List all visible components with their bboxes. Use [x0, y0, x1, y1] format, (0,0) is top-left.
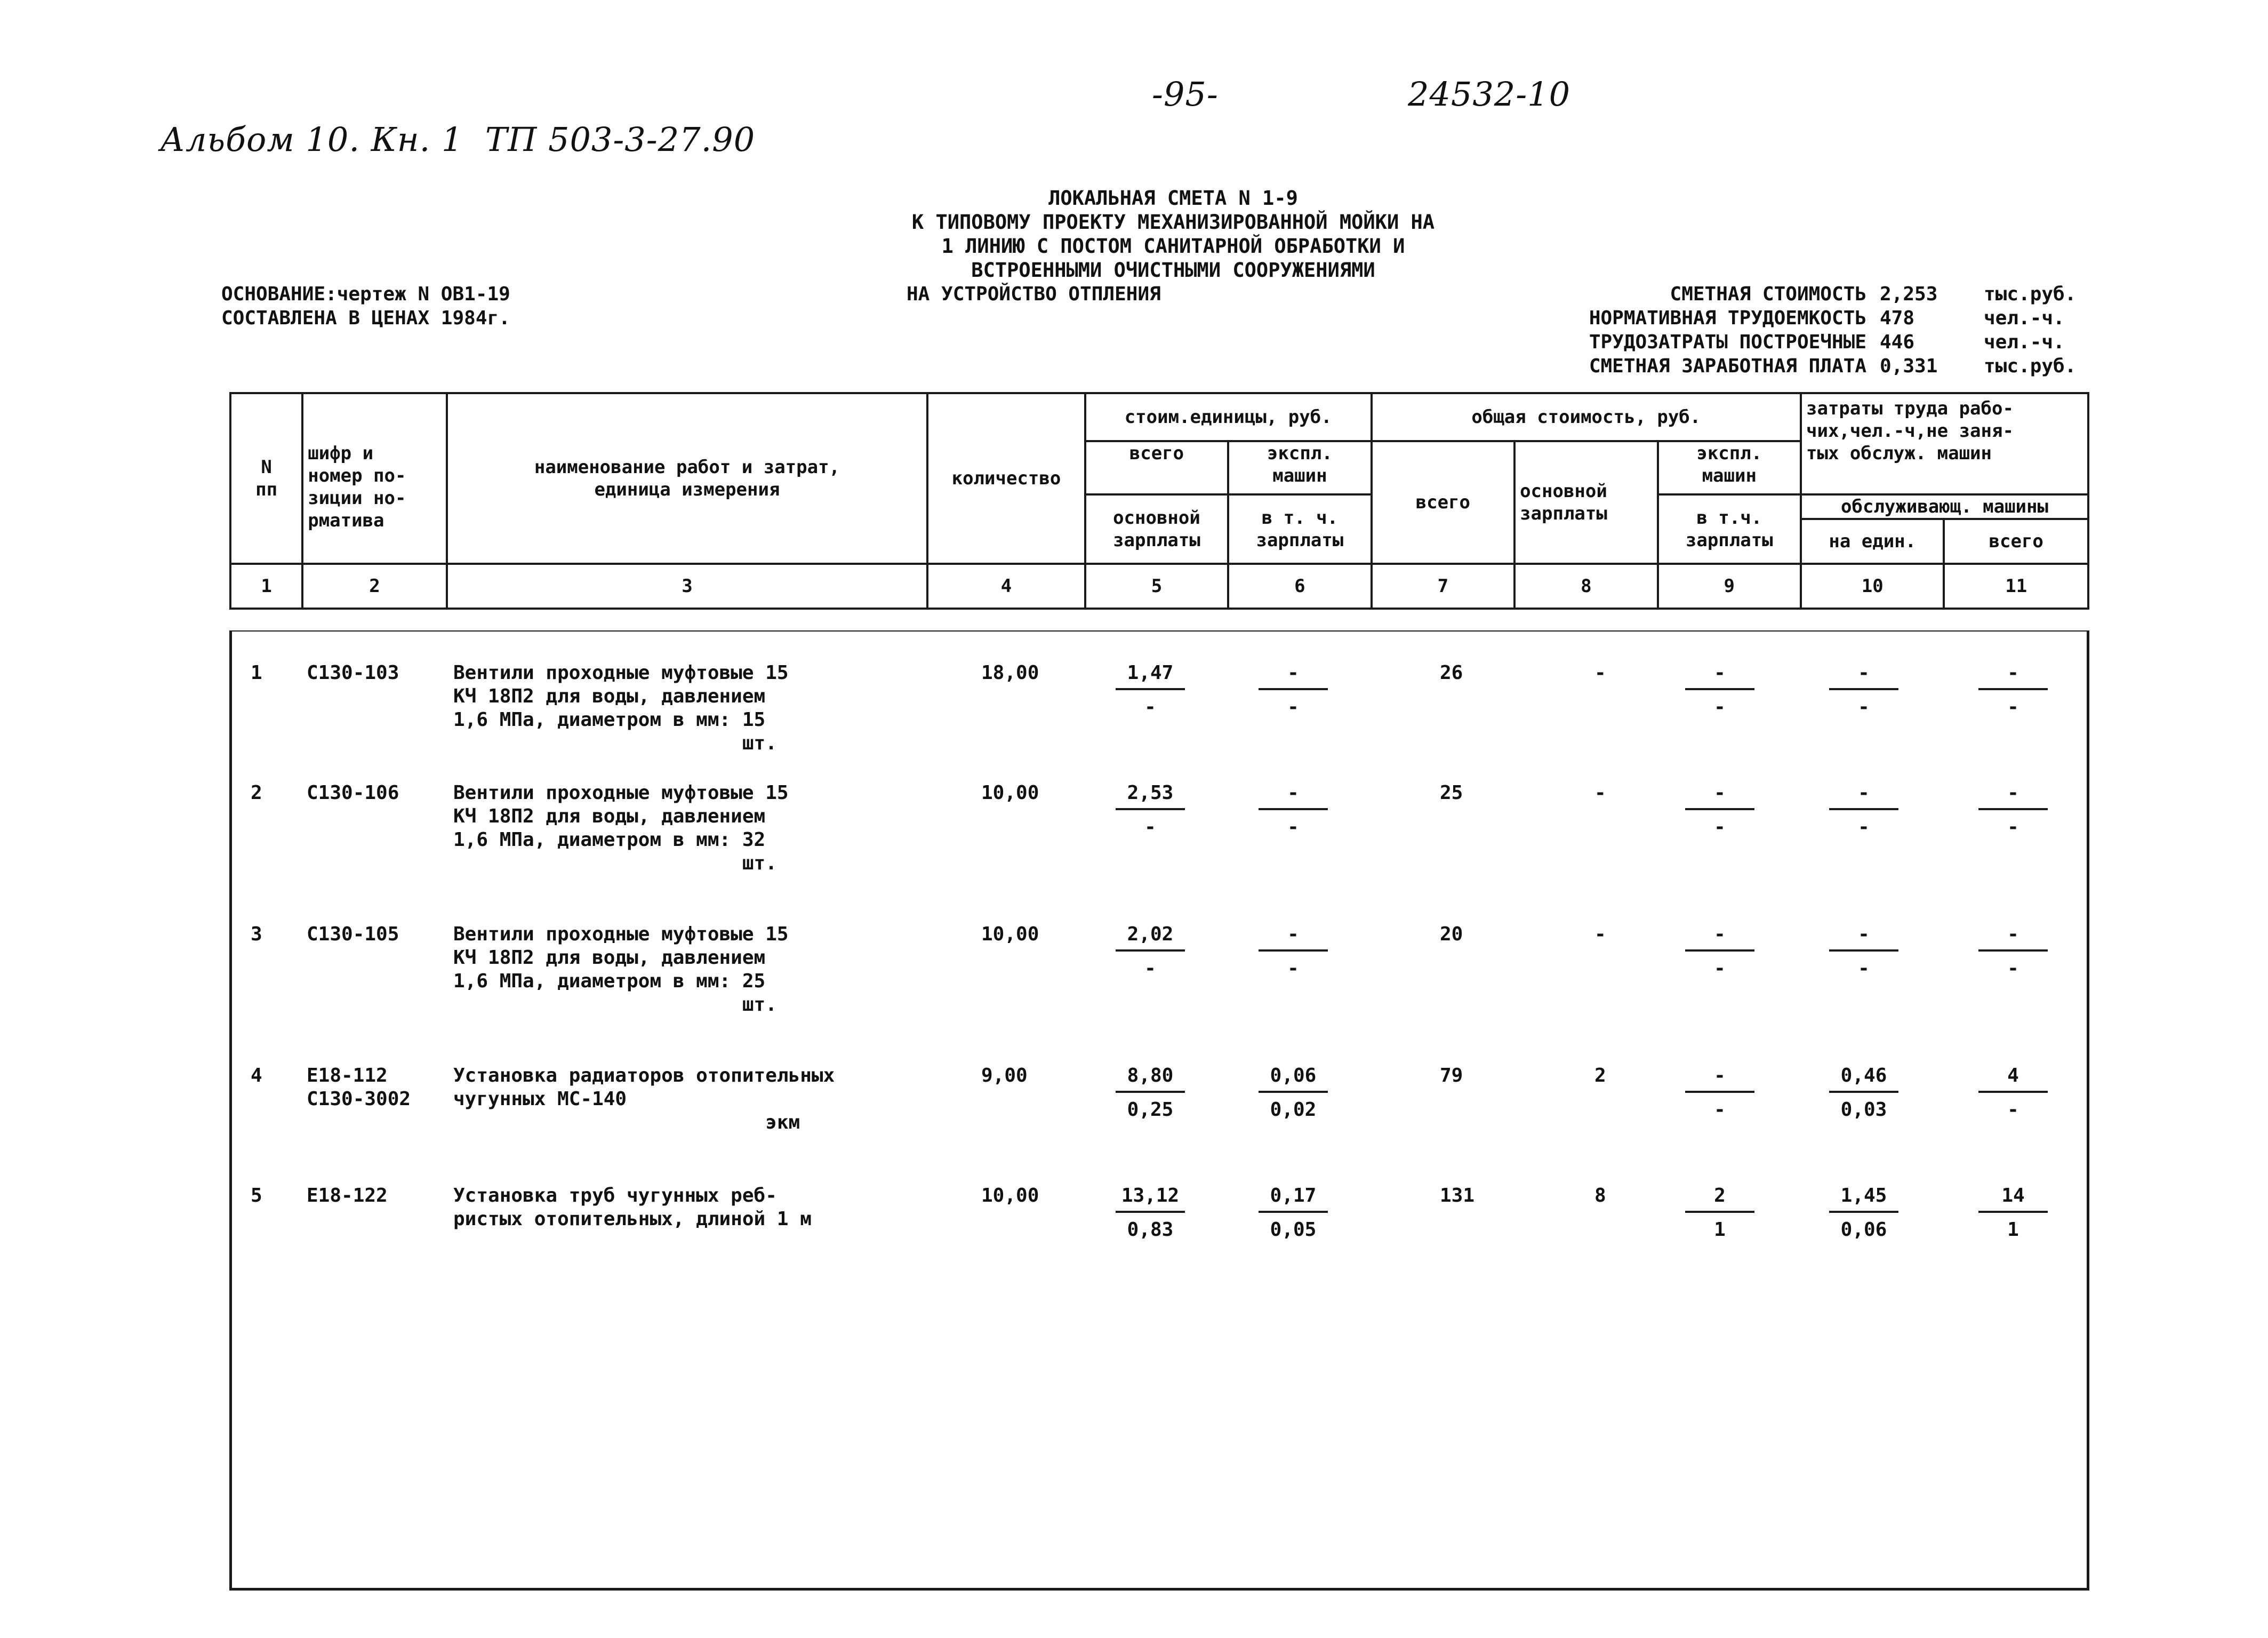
fraction-divider: [1685, 688, 1754, 690]
row-total-salary: 8: [1594, 1185, 1606, 1206]
row-unit-expl: [1253, 1064, 1333, 1122]
fraction-divider: [1978, 949, 2048, 952]
row-total-expl-top: -: [1714, 1065, 1726, 1086]
row-labor-per-unit-bottom: -: [1858, 957, 1870, 979]
fraction-divider: [1685, 808, 1754, 810]
row-total-expl: [1680, 923, 1760, 980]
estimate-title-line-4: ВСТРОЕННЫМИ ОЧИСТНЫМИ СООРУЖЕНИЯМИ: [971, 259, 1375, 282]
row-labor-total: [1973, 781, 2053, 839]
column-number: 8: [1514, 564, 1657, 609]
row-labor-per-unit-top: -: [1858, 662, 1870, 684]
row-name: Вентили проходные муфтовые 15 КЧ 18П2 для воды, давлением 1,6 МПа, диаметром в мм: 32 шт.: [453, 782, 789, 874]
row-unit-cost-bottom: 0,25: [1127, 1099, 1174, 1121]
row-labor-total-bottom: -: [2007, 816, 2019, 838]
row-unit-expl: [1253, 781, 1333, 839]
fraction-divider: [1829, 949, 1898, 952]
row-name: Вентили проходные муфтовые 15 КЧ 18П2 для воды, давлением 1,6 МПа, диаметром в мм: 15 шт.: [453, 662, 789, 754]
summary-unit: чел.-ч.: [1984, 307, 2065, 329]
header-labor: затраты труда рабо- чих,чел.-ч,не заня- тых обслуж. машин: [1801, 393, 2088, 494]
basis-prices: СОСТАВЛЕНА В ЦЕНАХ 1984г.: [221, 307, 510, 329]
column-number: 9: [1658, 564, 1801, 609]
summary-label: НОРМАТИВНАЯ ТРУДОЕМКОСТЬ: [1589, 307, 1866, 329]
summary-unit: тыс.руб.: [1984, 355, 2077, 377]
row-total-expl-bottom: -: [1714, 696, 1726, 718]
row-unit-cost-top: 2,53: [1127, 782, 1174, 804]
row-labor-total-top: 4: [2007, 1065, 2019, 1086]
fraction-divider: [1978, 688, 2048, 690]
row-labor-total-bottom: -: [2007, 1099, 2019, 1121]
summary-unit: чел.-ч.: [1984, 331, 2065, 353]
row-total-expl-top: 2: [1714, 1185, 1726, 1206]
estimate-header-table: [229, 392, 2089, 610]
header-unit-cost: стоим.единицы, руб.: [1085, 393, 1372, 441]
row-labor-total-top: -: [2007, 923, 2019, 945]
row-number: 2: [251, 782, 262, 804]
row-labor-total-bottom: 1: [2007, 1219, 2019, 1241]
fraction-divider: [1259, 949, 1328, 952]
fraction-divider: [1259, 808, 1328, 810]
fraction-divider: [1829, 1091, 1898, 1093]
row-code: С130-103: [307, 662, 399, 684]
summary-label: СМЕТНАЯ СТОИМОСТЬ: [1670, 283, 1866, 305]
row-labor-per-unit-bottom: 0,06: [1840, 1219, 1887, 1241]
row-code: С130-106: [307, 782, 399, 804]
header-labor-service: обслуживающ. машины: [1801, 494, 2088, 519]
column-number: 5: [1085, 564, 1228, 609]
row-labor-per-unit-bottom: -: [1858, 696, 1870, 718]
column-number: 7: [1372, 564, 1514, 609]
row-quantity: 10,00: [981, 1185, 1039, 1206]
row-unit-expl-bottom: -: [1287, 696, 1299, 718]
row-unit-cost-bottom: -: [1144, 696, 1156, 718]
column-number: 10: [1801, 564, 1944, 609]
row-total-expl: [1680, 781, 1760, 839]
summary-value: 0,331: [1880, 355, 1938, 377]
estimate-title-line-3: 1 ЛИНИЮ С ПОСТОМ САНИТАРНОЙ ОБРАБОТКИ И: [941, 235, 1405, 258]
row-unit-cost-top: 2,02: [1127, 923, 1174, 945]
row-labor-per-unit: [1824, 923, 1904, 980]
header-unit-total: всего: [1085, 441, 1228, 494]
column-number: 6: [1228, 564, 1371, 609]
row-unit-expl-bottom: 0,02: [1270, 1099, 1317, 1121]
row-total-cost: 25: [1440, 782, 1463, 804]
row-unit-expl-top: 0,06: [1270, 1065, 1317, 1086]
summary-value: 478: [1880, 307, 1915, 329]
row-total-salary: -: [1594, 662, 1606, 684]
row-labor-total: [1973, 1184, 2053, 1242]
row-name: Вентили проходные муфтовые 15 КЧ 18П2 для воды, давлением 1,6 МПа, диаметром в мм: 25 шт.: [453, 923, 789, 1016]
header-code: шифр и номер по- зиции но- рматива: [302, 393, 446, 564]
row-unit-expl: [1253, 661, 1333, 719]
row-code: С130-105: [307, 923, 399, 945]
row-total-expl: [1680, 1064, 1760, 1122]
row-labor-total-bottom: -: [2007, 696, 2019, 718]
fraction-divider: [1116, 808, 1185, 810]
fraction-divider: [1259, 1211, 1328, 1213]
fraction-divider: [1978, 1211, 2048, 1213]
summary-value: 2,253: [1880, 283, 1938, 305]
fraction-divider: [1116, 688, 1185, 690]
row-labor-total-top: -: [2007, 662, 2019, 684]
header-np: N пп: [230, 393, 302, 564]
row-labor-per-unit-bottom: -: [1858, 816, 1870, 838]
column-number: 11: [1944, 564, 2088, 609]
row-quantity: 10,00: [981, 782, 1039, 804]
row-unit-expl-top: 0,17: [1270, 1185, 1317, 1206]
row-name: Установка труб чугунных реб- ристых отопительных, длиной 1 м: [453, 1185, 812, 1230]
row-total-expl-bottom: -: [1714, 1099, 1726, 1121]
column-number: 2: [302, 564, 446, 609]
header-unit-incl-salary: в т. ч. зарплаты: [1228, 494, 1371, 564]
estimate-title-line-2: К ТИПОВОМУ ПРОЕКТУ МЕХАНИЗИРОВАННОЙ МОЙКИ НА: [911, 211, 1435, 234]
row-unit-expl: [1253, 1184, 1333, 1242]
estimate-title-line-1: ЛОКАЛЬНАЯ СМЕТА N 1-9: [1048, 187, 1298, 210]
header-total-base-salary: основной зарплаты: [1514, 441, 1657, 564]
row-total-cost: 79: [1440, 1065, 1463, 1086]
row-number: 4: [251, 1065, 262, 1086]
row-code: Е18-112 С130-3002: [307, 1065, 411, 1110]
row-total-expl-top: -: [1714, 662, 1726, 684]
header-total-cost: общая стоимость, руб.: [1372, 393, 1801, 441]
header-total-all: всего: [1372, 441, 1514, 564]
row-labor-total-top: -: [2007, 782, 2019, 804]
row-total-salary: -: [1594, 782, 1606, 804]
row-labor-per-unit-top: -: [1858, 782, 1870, 804]
row-quantity: 9,00: [981, 1065, 1028, 1086]
header-total-incl-salary: в т.ч. зарплаты: [1658, 494, 1801, 564]
row-unit-cost-top: 13,12: [1121, 1185, 1180, 1206]
row-labor-per-unit: [1824, 781, 1904, 839]
row-total-expl: [1680, 661, 1760, 719]
row-unit-cost: [1110, 661, 1190, 719]
row-labor-total: [1973, 661, 2053, 719]
row-labor-total: [1973, 1064, 2053, 1122]
summary-label: СМЕТНАЯ ЗАРАБОТНАЯ ПЛАТА: [1589, 355, 1866, 377]
fraction-divider: [1978, 1091, 2048, 1093]
row-unit-expl-top: -: [1287, 782, 1299, 804]
fraction-divider: [1829, 1211, 1898, 1213]
fraction-divider: [1259, 688, 1328, 690]
row-labor-total-bottom: -: [2007, 957, 2019, 979]
row-unit-expl-bottom: -: [1287, 957, 1299, 979]
row-labor-per-unit: [1824, 661, 1904, 719]
row-unit-expl-top: -: [1287, 923, 1299, 945]
row-total-expl-top: -: [1714, 923, 1726, 945]
row-unit-cost-bottom: 0,83: [1127, 1219, 1174, 1241]
header-qty: количество: [927, 393, 1085, 564]
document-code: 24532-10: [1408, 75, 1571, 114]
row-unit-cost-top: 1,47: [1127, 662, 1174, 684]
row-total-expl-bottom: -: [1714, 957, 1726, 979]
row-code: Е18-122: [307, 1185, 388, 1206]
row-number: 5: [251, 1185, 262, 1206]
fraction-divider: [1259, 1091, 1328, 1093]
row-unit-expl-bottom: 0,05: [1270, 1219, 1317, 1241]
row-unit-cost: [1110, 1184, 1190, 1242]
row-quantity: 10,00: [981, 923, 1039, 945]
summary-value: 446: [1880, 331, 1915, 353]
row-unit-cost-bottom: -: [1144, 816, 1156, 838]
album-annotation: Альбом 10. Кн. 1 ТП 503-3-27.90: [160, 120, 756, 159]
row-unit-expl-bottom: -: [1287, 816, 1299, 838]
row-labor-total: [1973, 923, 2053, 980]
header-labor-total: всего: [1944, 519, 2088, 564]
row-unit-cost-top: 8,80: [1127, 1065, 1174, 1086]
basis-drawing: ОСНОВАНИЕ:чертеж N ОВ1-19: [221, 283, 510, 305]
row-name: Установка радиаторов отопительных чугунных МС-140 экм: [453, 1065, 835, 1133]
row-labor-total-top: 14: [2001, 1185, 2025, 1206]
row-labor-per-unit-top: 1,45: [1840, 1185, 1887, 1206]
row-total-cost: 26: [1440, 662, 1463, 684]
row-number: 3: [251, 923, 262, 945]
row-number: 1: [251, 662, 262, 684]
summary-unit: тыс.руб.: [1984, 283, 2077, 305]
fraction-divider: [1829, 808, 1898, 810]
row-unit-cost: [1110, 923, 1190, 980]
header-name: наименование работ и затрат, единица измерения: [447, 393, 928, 564]
fraction-divider: [1685, 1211, 1754, 1213]
row-total-expl-top: -: [1714, 782, 1726, 804]
row-unit-expl: [1253, 923, 1333, 980]
column-number: 4: [927, 564, 1085, 609]
fraction-divider: [1685, 1091, 1754, 1093]
row-total-cost: 20: [1440, 923, 1463, 945]
fraction-divider: [1829, 688, 1898, 690]
fraction-divider: [1978, 808, 2048, 810]
row-total-salary: -: [1594, 923, 1606, 945]
row-labor-per-unit: [1824, 1064, 1904, 1122]
column-number: 1: [230, 564, 302, 609]
fraction-divider: [1116, 1091, 1185, 1093]
fraction-divider: [1685, 949, 1754, 952]
row-labor-per-unit: [1824, 1184, 1904, 1242]
row-total-expl-bottom: 1: [1714, 1219, 1726, 1241]
fraction-divider: [1116, 1211, 1185, 1213]
row-total-expl-bottom: -: [1714, 816, 1726, 838]
estimate-title-line-5: НА УСТРОЙСТВО ОТПЛЕНИЯ: [907, 283, 1161, 305]
row-total-expl: [1680, 1184, 1760, 1242]
row-unit-cost-bottom: -: [1144, 957, 1156, 979]
row-labor-per-unit-bottom: 0,03: [1840, 1099, 1887, 1121]
row-unit-cost: [1110, 1064, 1190, 1122]
row-labor-per-unit-top: -: [1858, 923, 1870, 945]
header-unit-base-salary: основной зарплаты: [1085, 494, 1228, 564]
summary-label: ТРУДОЗАТРАТЫ ПОСТРОЕЧНЫЕ: [1589, 331, 1866, 353]
row-unit-expl-top: -: [1287, 662, 1299, 684]
row-unit-cost: [1110, 781, 1190, 839]
page-number: -95-: [1152, 75, 1219, 114]
row-quantity: 18,00: [981, 662, 1039, 684]
header-unit-expl: экспл. машин: [1228, 441, 1371, 494]
column-number: 3: [447, 564, 928, 609]
row-total-cost: 131: [1440, 1185, 1475, 1206]
header-total-expl: экспл. машин: [1658, 441, 1801, 494]
fraction-divider: [1116, 949, 1185, 952]
row-total-salary: 2: [1594, 1065, 1606, 1086]
row-labor-per-unit-top: 0,46: [1840, 1065, 1887, 1086]
header-labor-per-unit: на един.: [1801, 519, 1944, 564]
